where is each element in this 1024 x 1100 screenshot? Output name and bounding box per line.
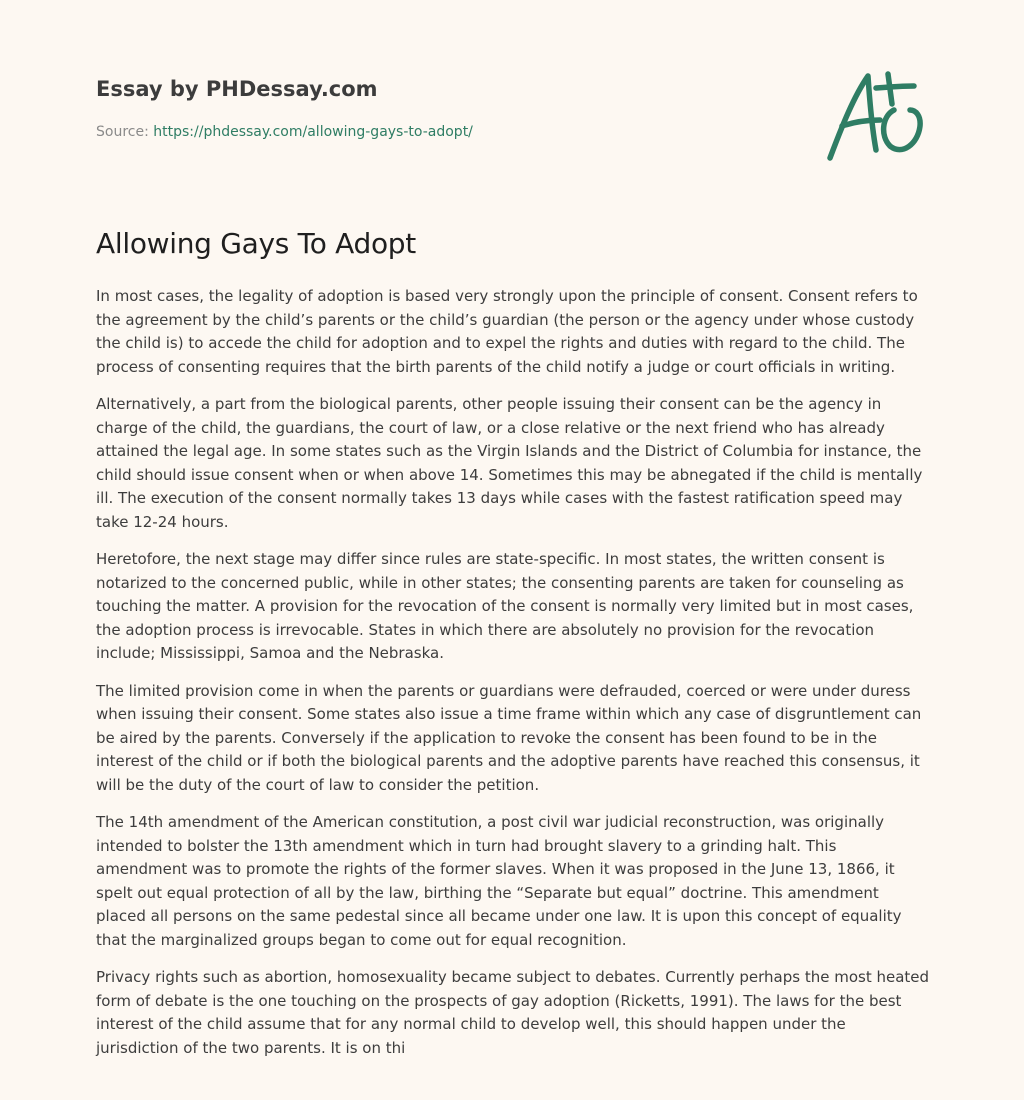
page-header — [96, 74, 928, 142]
paragraph: Alternatively, a part from the biological parents, other people issuing their consent can be the agency in charge of the child, the guardians, the court of law, or a close relative or the next friend who has already attained the legal age. In some states such as the Virgin Islands and the District of Columbia for instance, the child should issue consent when or when above 14. Sometimes this may be abnegated if the child is mentally ill. The execution of the consent normally takes 13 days while cases with the fastest ratification speed may take 12-24 hours. — [96, 395, 923, 531]
source-label: Source: — [96, 124, 154, 140]
source-link[interactable]: https://phdessay.com/allowing-gays-to-adopt/ — [153, 124, 473, 140]
site-brand: Essay by PHDessay.com — [96, 77, 378, 101]
paragraph: Heretofore, the next stage may differ since rules are state-specific. In most states, the written consent is notarized to the concerned public, while in other states; the consenting parents are taken for counseling as touching the matter. A provision for the revocation of the consent is normally very limited but in most cases, the adoption process is irrevocable. States in which there are absolutely no provision for the revocation include; Mississippi, Samoa and the Nebraska. — [96, 550, 914, 662]
paragraph: The limited provision come in when the parents or guardians were defrauded, coerced or were under duress when issuing their consent. Some states also issue a time frame within which any case of disgruntlement can be aired by the parents. Conversely if the application to revoke the consent has been found to be in the interest of the child or if both the biological parents and the adoptive parents have reached this consensus, it will be the duty of the court of law to consider the petition. — [96, 681, 922, 794]
page-title: Allowing Gays To Adopt — [96, 227, 416, 260]
paragraph: The 14th amendment of the American constitution, a post civil war judicial reconstruction, was originally intended to bolster the 13th amendment which in turn had brought slavery to a grinding halt. This amendment was to promote the rights of the former slaves. When it was proposed in the June 13, 1866, it spelt out equal protection of all by the law, birthing the “Separate but equal” doctrine. This amendment placed all persons on the same pedestal since all became under one law. It is upon this concept of equality that the marginalized groups began to come out for equal recognition. — [96, 813, 902, 949]
source-line — [96, 122, 928, 142]
paragraph: Privacy rights such as abortion, homosexuality became subject to debates. Currently perhaps the most heated form of debate is the one touching on the prospects of gay adoption (Ricketts, 1991). The laws for the best interest of the child assume that for any normal child to develop well, this should happen under the jurisdiction of the two parents. It is on thi — [96, 968, 930, 1057]
article-body — [96, 285, 932, 1074]
a-plus-logo — [822, 66, 930, 166]
paragraph: In most cases, the legality of adoption is based very strongly upon the principle of consent. Consent refers to the agreement by the child’s parents or the child’s guardian (the person or the agency under whose custody the child is) to accede the child for adoption and to expel the rights and duties with regard to the child. The process of consenting requires that the birth parents of the child notify a judge or court officials in writing. — [96, 287, 918, 376]
